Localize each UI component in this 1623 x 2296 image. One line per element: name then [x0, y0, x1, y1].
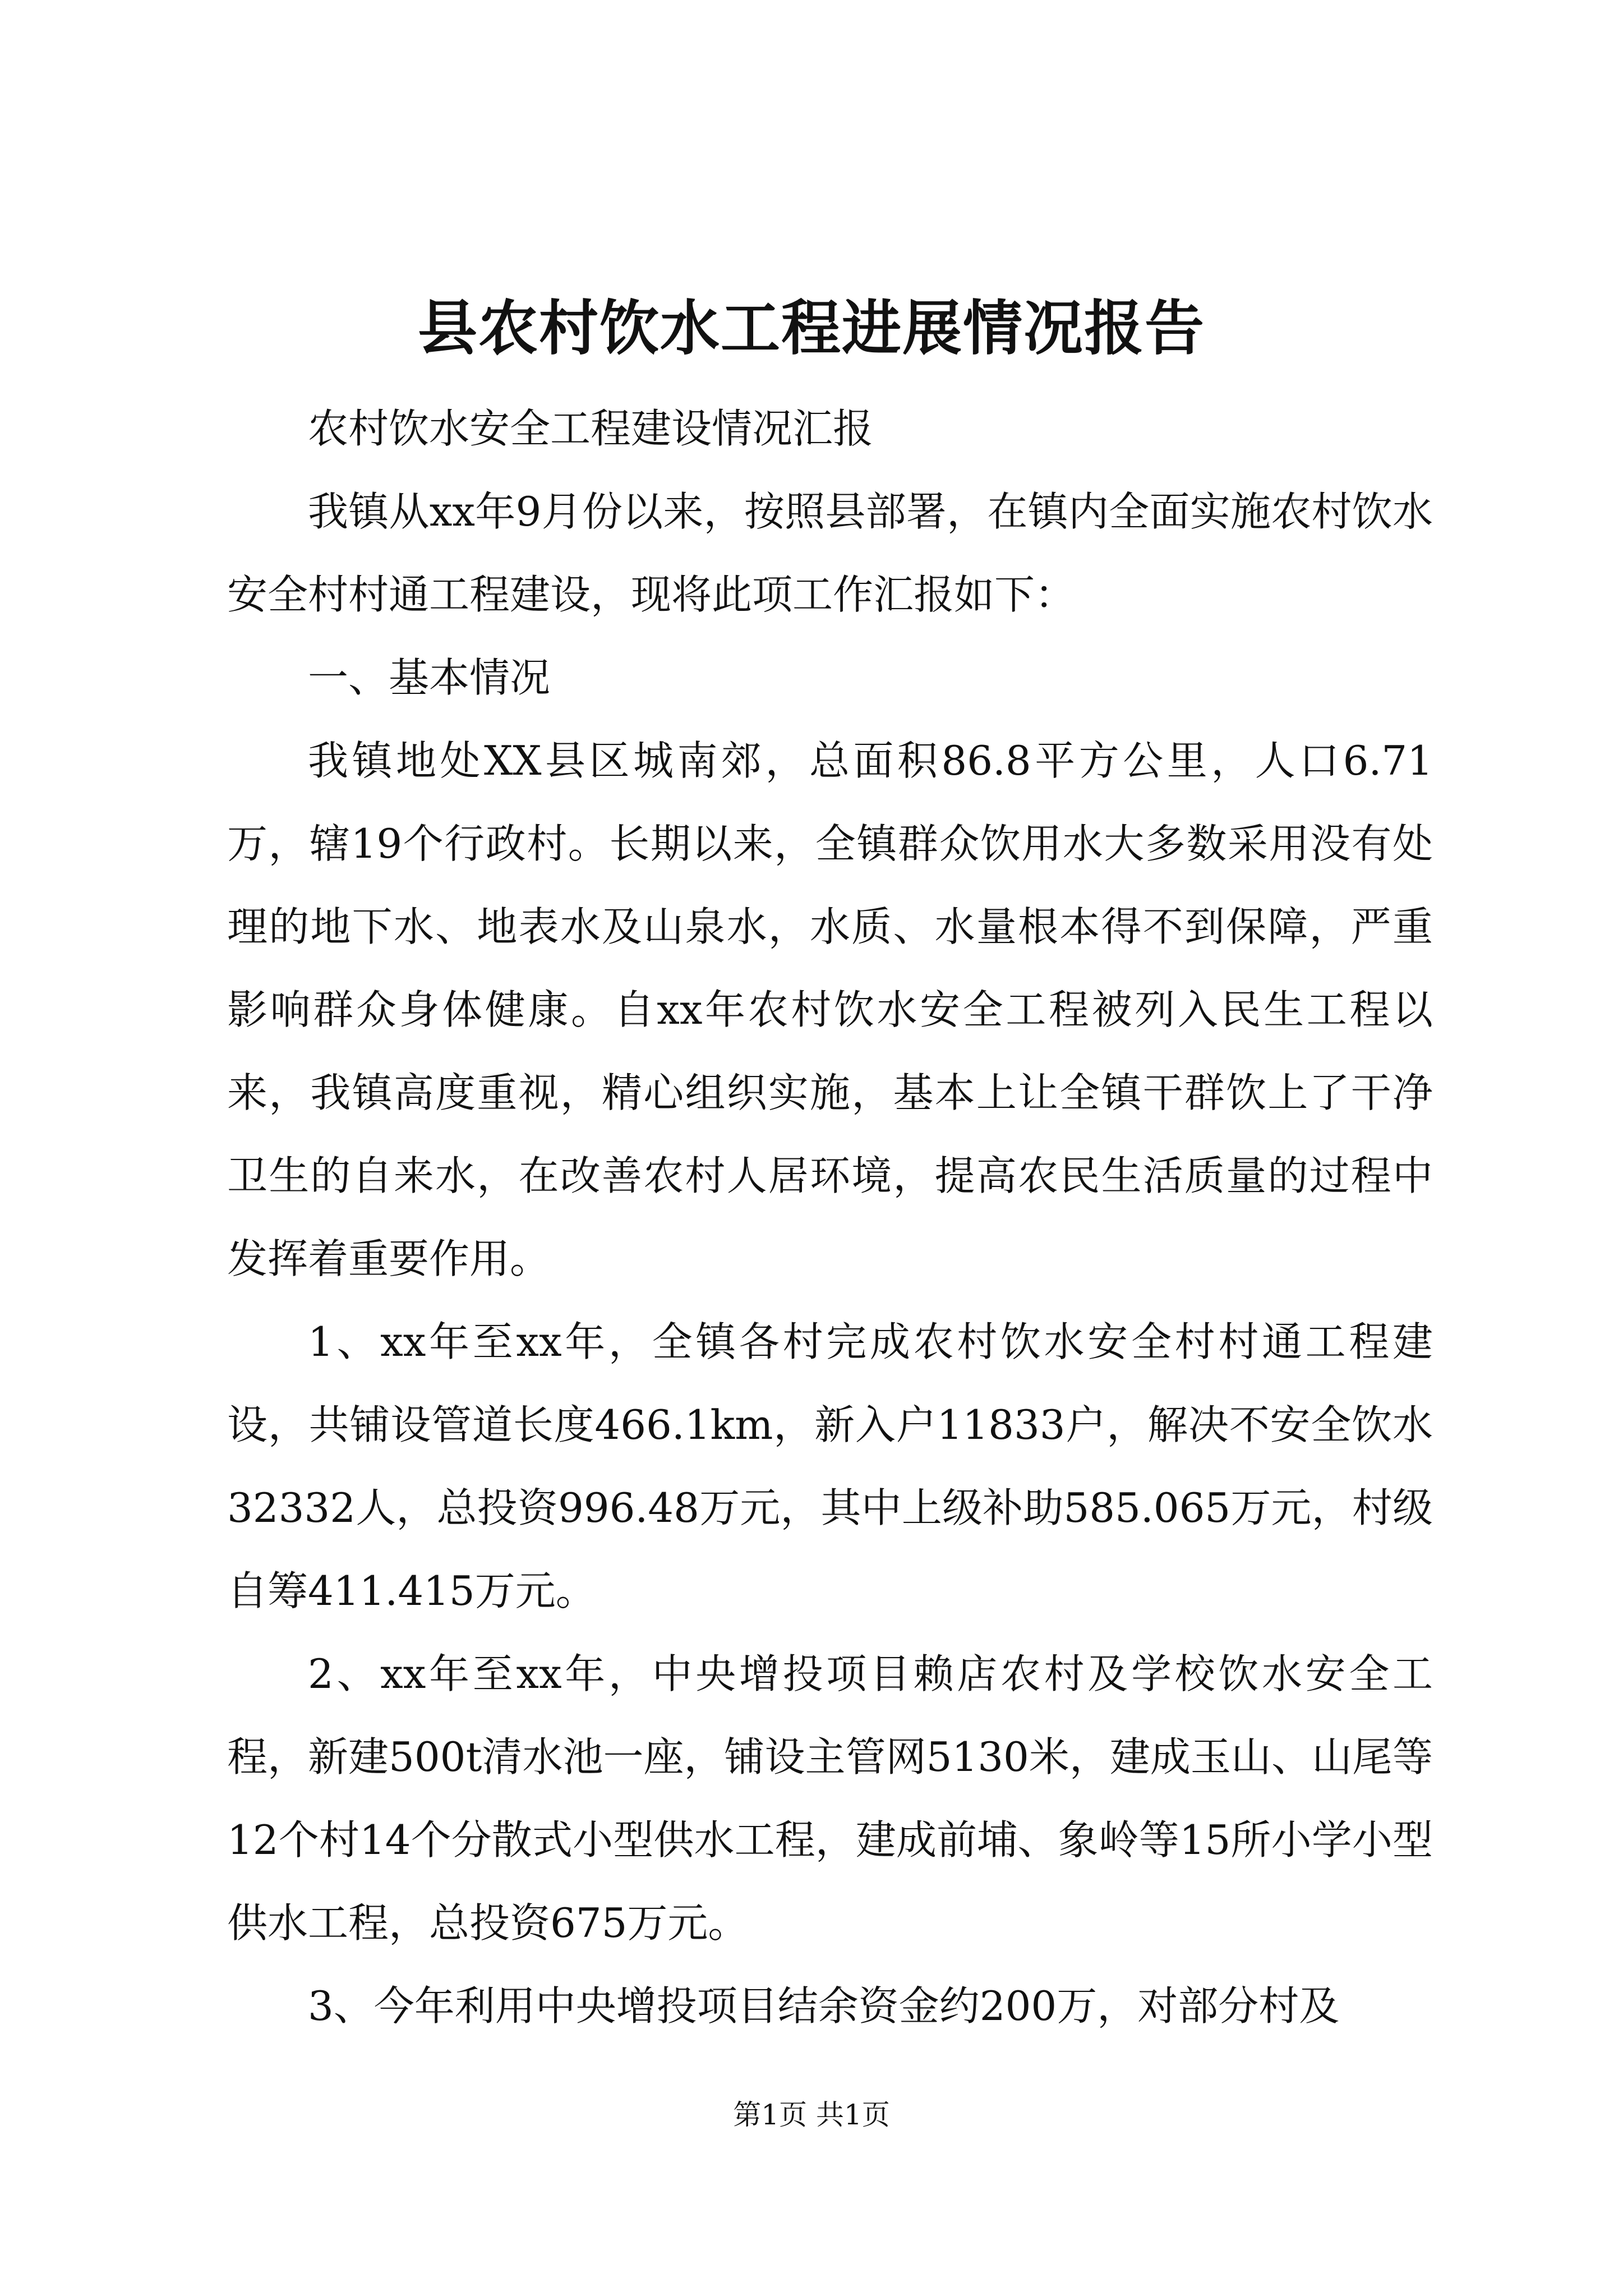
document-body — [227, 387, 1433, 2047]
body-paragraph: 2、xx年至xx年，中央增投项目赖店农村及学校饮水安全工程，新建500t清水池一座，铺设主管网5130米，建成玉山、山尾等12个村14个分散式小型供水工程，建成前埔、象岭等15所小学小型供水工程，总投资675万元。 — [227, 1650, 1433, 1947]
page-footer: 第1页 共1页 — [733, 2099, 890, 2131]
body-paragraph: 3、今年利用中央增投项目结余资金约200万，对部分村及 — [308, 1982, 1340, 2030]
subtitle-paragraph: 农村饮水安全工程建设情况汇报 — [308, 405, 874, 452]
intro-paragraph: 我镇从xx年9月份以来，按照县部署，在镇内全面实施农村饮水安全村村通工程建设，现将此项工作汇报如下： — [227, 488, 1433, 618]
document-title: 县农村饮水工程进展情况报告 — [418, 293, 1205, 363]
section-heading: 一、基本情况 — [308, 654, 551, 701]
body-paragraph: 我镇地处XX县区城南郊，总面积86.8平方公里，人口6.71万，辖19个行政村。长期以来，全镇群众饮用水大多数采用没有处理的地下水、地表水及山泉水，水质、水量根本得不到保障，严重影响群众身体健康。自xx年农村饮水安全工程被列入民生工程以来，我镇高度重视，精心组织实施，基本上让全镇干群饮上了干净卫生的自来水，在改善农村人居环境，提高农民生活质量的过程中发挥着重要作用。 — [227, 737, 1433, 1282]
body-paragraph: 1、xx年至xx年，全镇各村完成农村饮水安全村村通工程建设，共铺设管道长度466.1km，新入户11833户，解决不安全饮水32332人，总投资996.48万元，其中上级补助585.065万元，村级自筹411.415万元。 — [227, 1318, 1433, 1614]
